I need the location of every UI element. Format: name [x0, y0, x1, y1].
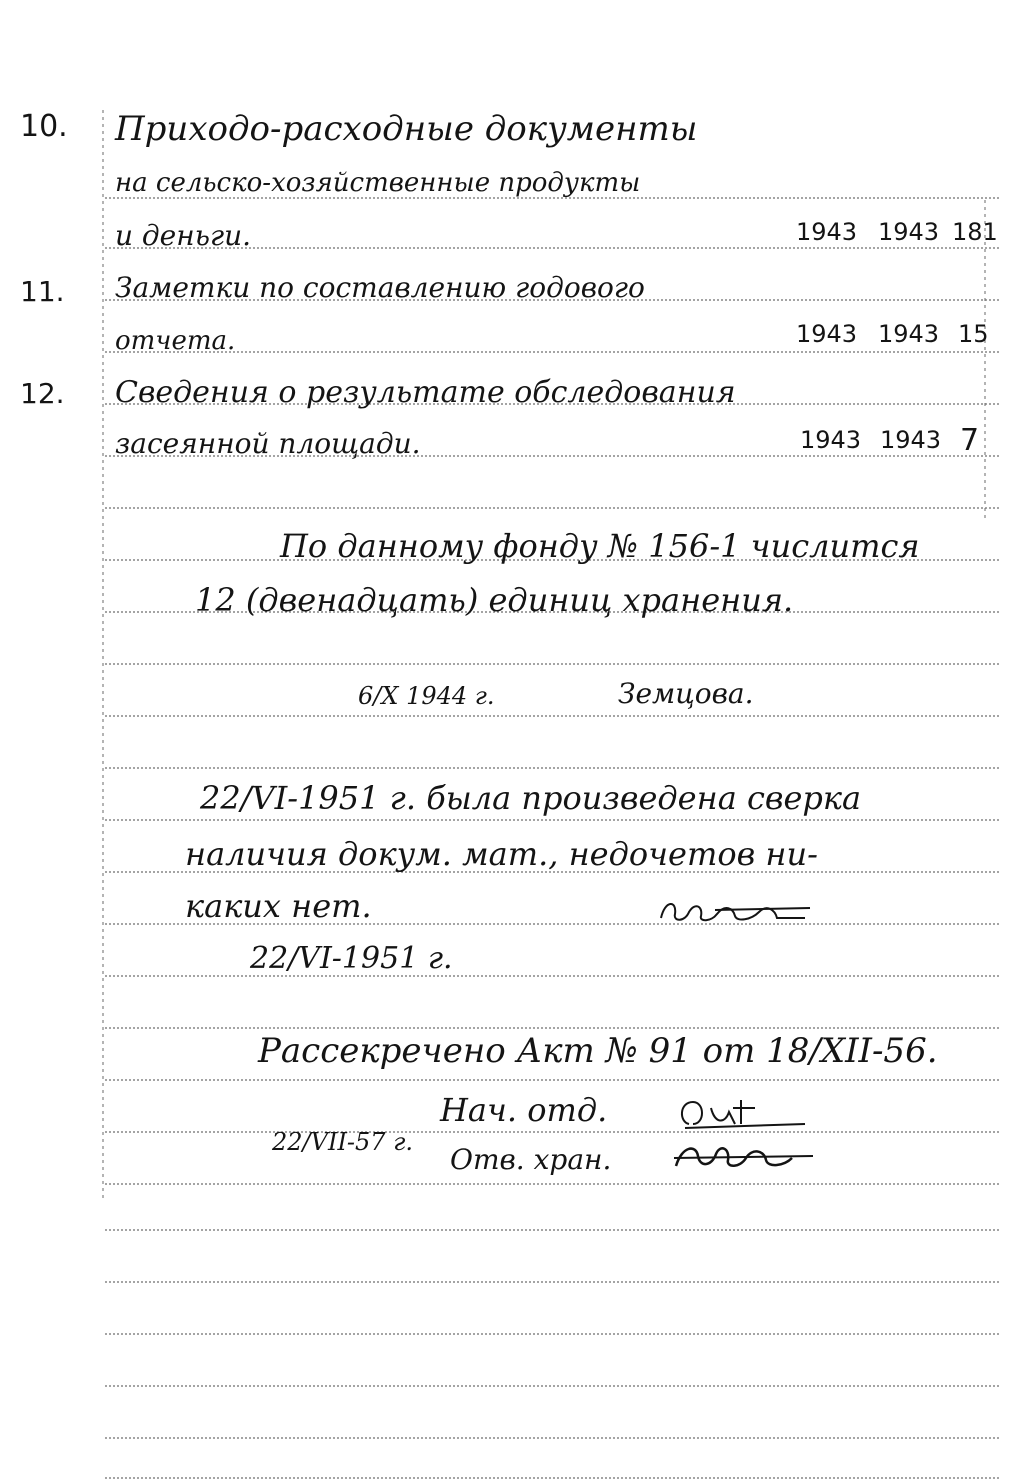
- note-1951-date: 22/VI-1951 г.: [250, 941, 453, 976]
- declass-date: 22/VII-57 г.: [272, 1128, 413, 1156]
- entry-12-number: 12.: [20, 377, 65, 410]
- summary-line2: 12 (двенадцать) единиц хранения.: [195, 581, 794, 619]
- entry-12-title-line1: Сведения о результате обследования: [115, 375, 736, 410]
- entry-12-year-start: 1943: [800, 426, 862, 454]
- note-1951-line3: каких нет.: [185, 887, 372, 925]
- entry-11-sheet-count: 15: [958, 320, 989, 348]
- entry-11-year-end: 1943: [878, 320, 940, 348]
- note-1951-line1: 22/VI-1951 г. была произведена сверка: [200, 779, 862, 817]
- head-of-dept-signature: [675, 1094, 815, 1134]
- entry-10-title-line3: и деньги.: [115, 219, 252, 252]
- entry-12-sheet-count: 7: [960, 423, 980, 458]
- entry-10-sheet-count: 181: [952, 218, 998, 246]
- entry-11-title-line1: Заметки по составлению годового: [115, 271, 645, 304]
- entry-10-year-start: 1943: [796, 218, 858, 246]
- custodian-signature: [668, 1136, 818, 1176]
- note-1951-line2: наличия докум. мат., недочетов ни-: [185, 835, 818, 873]
- declass-title-head-of-dept: Нач. отд.: [440, 1091, 608, 1129]
- declass-act-line: Рассекречено Акт № 91 от 18/XII-56.: [258, 1031, 938, 1071]
- entry-11-number: 11.: [20, 275, 65, 308]
- signoff-1944-name: Земцова.: [618, 677, 754, 710]
- entry-12-year-end: 1943: [880, 426, 942, 454]
- note-1951-signature: [655, 892, 815, 928]
- entry-11-year-start: 1943: [796, 320, 858, 348]
- signoff-1944-date: 6/X 1944 г.: [358, 682, 495, 710]
- entry-10-title-line1: Приходо-расходные документы: [115, 109, 698, 149]
- entry-12-title-line2: засеянной площади.: [115, 427, 421, 460]
- entry-10-year-end: 1943: [878, 218, 940, 246]
- summary-line1: По данному фонду № 156-1 числится: [280, 527, 920, 565]
- entry-10-title-line2: на сельско-хозяйственные продукты: [115, 168, 641, 198]
- declass-title-custodian: Отв. хран.: [450, 1143, 612, 1176]
- entry-10-number: 10.: [20, 109, 68, 144]
- entry-11-title-line2: отчета.: [115, 326, 236, 356]
